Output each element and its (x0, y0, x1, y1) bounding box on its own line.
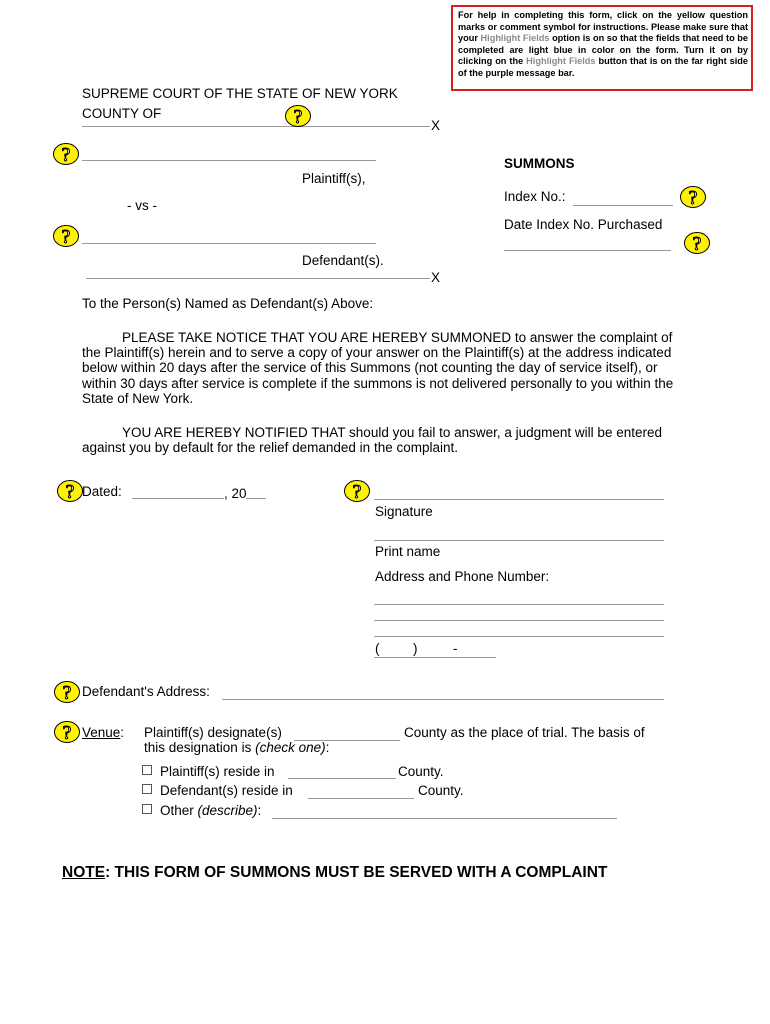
venue-word: Venue (82, 725, 121, 740)
service-note (62, 864, 607, 882)
plaintiff-help-icon[interactable] (52, 142, 80, 166)
county-label: COUNTY OF (82, 106, 162, 121)
defendant-county-suffix: County. (418, 783, 464, 798)
plaintiff-reside-checkbox[interactable] (142, 765, 152, 775)
venue-basis-label (144, 740, 329, 755)
to-persons-heading: To the Person(s) Named as Defendant(s) Above: (82, 296, 374, 311)
print-name-field[interactable] (374, 540, 664, 541)
defendant-address-field[interactable] (222, 699, 664, 700)
svg-text:?: ? (61, 144, 71, 166)
svg-text:?: ? (293, 106, 303, 128)
address-phone-label: Address and Phone Number: (375, 569, 550, 584)
venue-designate-label: Plaintiff(s) designate(s) (144, 725, 282, 740)
address-line-2[interactable] (374, 620, 664, 621)
plaintiff-county-field[interactable] (288, 778, 396, 779)
venue-option-plaintiff (142, 764, 275, 779)
check-one-colon: : (325, 740, 330, 755)
address-line-1[interactable] (374, 604, 664, 605)
date-index-label: Date Index No. Purchased (504, 217, 663, 232)
help-text-3: button that is on the far right side of the purple message bar. (458, 56, 749, 78)
caption-x-top: X (431, 118, 441, 133)
notice-paragraph: PLEASE TAKE NOTICE THAT YOU ARE HEREBY SUMMONED to answer the complaint of the Plaintiff(s) herein and to serve a copy of your answer on the Plaintiff(s) at the address indicated below within 20 days after the service of this Summons (not counting the day of service itself), or within 30 days after service is complete if the summons is not delivered personally to you within the State of New York. (82, 330, 674, 406)
notified-paragraph: YOU ARE HEREBY NOTIFIED THAT should you fail to answer, a judgment will be entered against you by default for the relief demanded in the complaint. (82, 425, 662, 456)
defendant-reside-label: Defendant(s) reside in (160, 783, 293, 798)
describe-hint: (describe) (197, 803, 258, 818)
venue-county-trial-label: County as the place of trial. The basis of (404, 725, 645, 740)
dated-field[interactable] (132, 498, 224, 499)
year-field[interactable] (246, 498, 266, 499)
date-index-help-icon[interactable] (683, 231, 711, 255)
other-checkbox[interactable] (142, 804, 152, 814)
court-title: SUPREME COURT OF THE STATE OF NEW YORK (82, 86, 398, 101)
county-help-icon[interactable] (284, 104, 312, 128)
defendants-label: Defendant(s). (302, 253, 384, 268)
other-describe-field[interactable] (272, 818, 617, 819)
venue-option-defendant (142, 783, 293, 798)
check-one-hint: (check one) (255, 740, 326, 755)
help-instructions-box (451, 5, 753, 91)
signature-help-icon[interactable] (343, 479, 371, 503)
svg-text:?: ? (692, 233, 702, 255)
venue-basis-text: this designation is (144, 740, 256, 755)
signature-field[interactable] (374, 499, 664, 500)
dated-label: Dated: (82, 484, 122, 499)
index-no-field[interactable] (573, 205, 673, 206)
year-prefix: , 20 (224, 486, 247, 501)
signature-label: Signature (375, 504, 433, 519)
plaintiff-reside-label: Plaintiff(s) reside in (160, 764, 275, 779)
plaintiff-county-suffix: County. (398, 764, 444, 779)
caption-bottom-line (86, 278, 430, 279)
caption-x-bottom: X (431, 270, 441, 285)
plaintiff-name-field[interactable] (82, 160, 376, 161)
note-label: NOTE (62, 864, 106, 881)
versus-label: - vs - (127, 198, 157, 213)
defendant-help-icon[interactable] (52, 224, 80, 248)
venue-option-other (142, 803, 261, 818)
defendant-address-label: Defendant's Address: (82, 684, 210, 699)
note-text: : THIS FORM OF SUMMONS MUST BE SERVED WITH A COMPLAINT (105, 864, 608, 881)
svg-text:?: ? (61, 226, 71, 248)
dated-help-icon[interactable] (56, 479, 84, 503)
venue-label (82, 725, 124, 740)
defendant-reside-checkbox[interactable] (142, 784, 152, 794)
help-highlight-2: Highlight Fields (526, 56, 596, 67)
index-no-help-icon[interactable] (679, 185, 707, 209)
defendant-county-field[interactable] (308, 798, 414, 799)
svg-text:?: ? (688, 187, 698, 209)
plaintiffs-label: Plaintiff(s), (302, 171, 366, 186)
describe-colon: : (257, 803, 262, 818)
defendant-name-field[interactable] (82, 243, 376, 244)
phone-open-paren: ( (375, 641, 380, 656)
svg-text:?: ? (65, 481, 75, 503)
other-label: Other (160, 803, 198, 818)
help-text-1: For help in completing this form, click on the yellow question marks or comment symbol for instructions. Please make sure that your (458, 10, 748, 44)
print-name-label: Print name (375, 544, 441, 559)
svg-text:?: ? (352, 481, 362, 503)
address-line-3[interactable] (374, 636, 664, 637)
svg-text:?: ? (62, 722, 72, 744)
svg-text:?: ? (62, 682, 72, 704)
defendant-address-help-icon[interactable] (53, 680, 81, 704)
phone-close-paren: ) (413, 641, 418, 656)
venue-colon: : (120, 725, 125, 740)
phone-field[interactable] (374, 657, 496, 658)
help-highlight-1: Highlight Fields (480, 33, 550, 44)
index-no-label: Index No.: (504, 189, 566, 204)
date-index-field[interactable] (504, 250, 671, 251)
phone-dash: - (453, 641, 458, 656)
venue-help-icon[interactable] (53, 720, 81, 744)
county-line (82, 126, 430, 127)
summons-title: SUMMONS (504, 156, 575, 171)
help-text-2: option is on so that the fields that need to be completed are light blue in color on the form. Turn it on by clicking on the (458, 33, 749, 67)
